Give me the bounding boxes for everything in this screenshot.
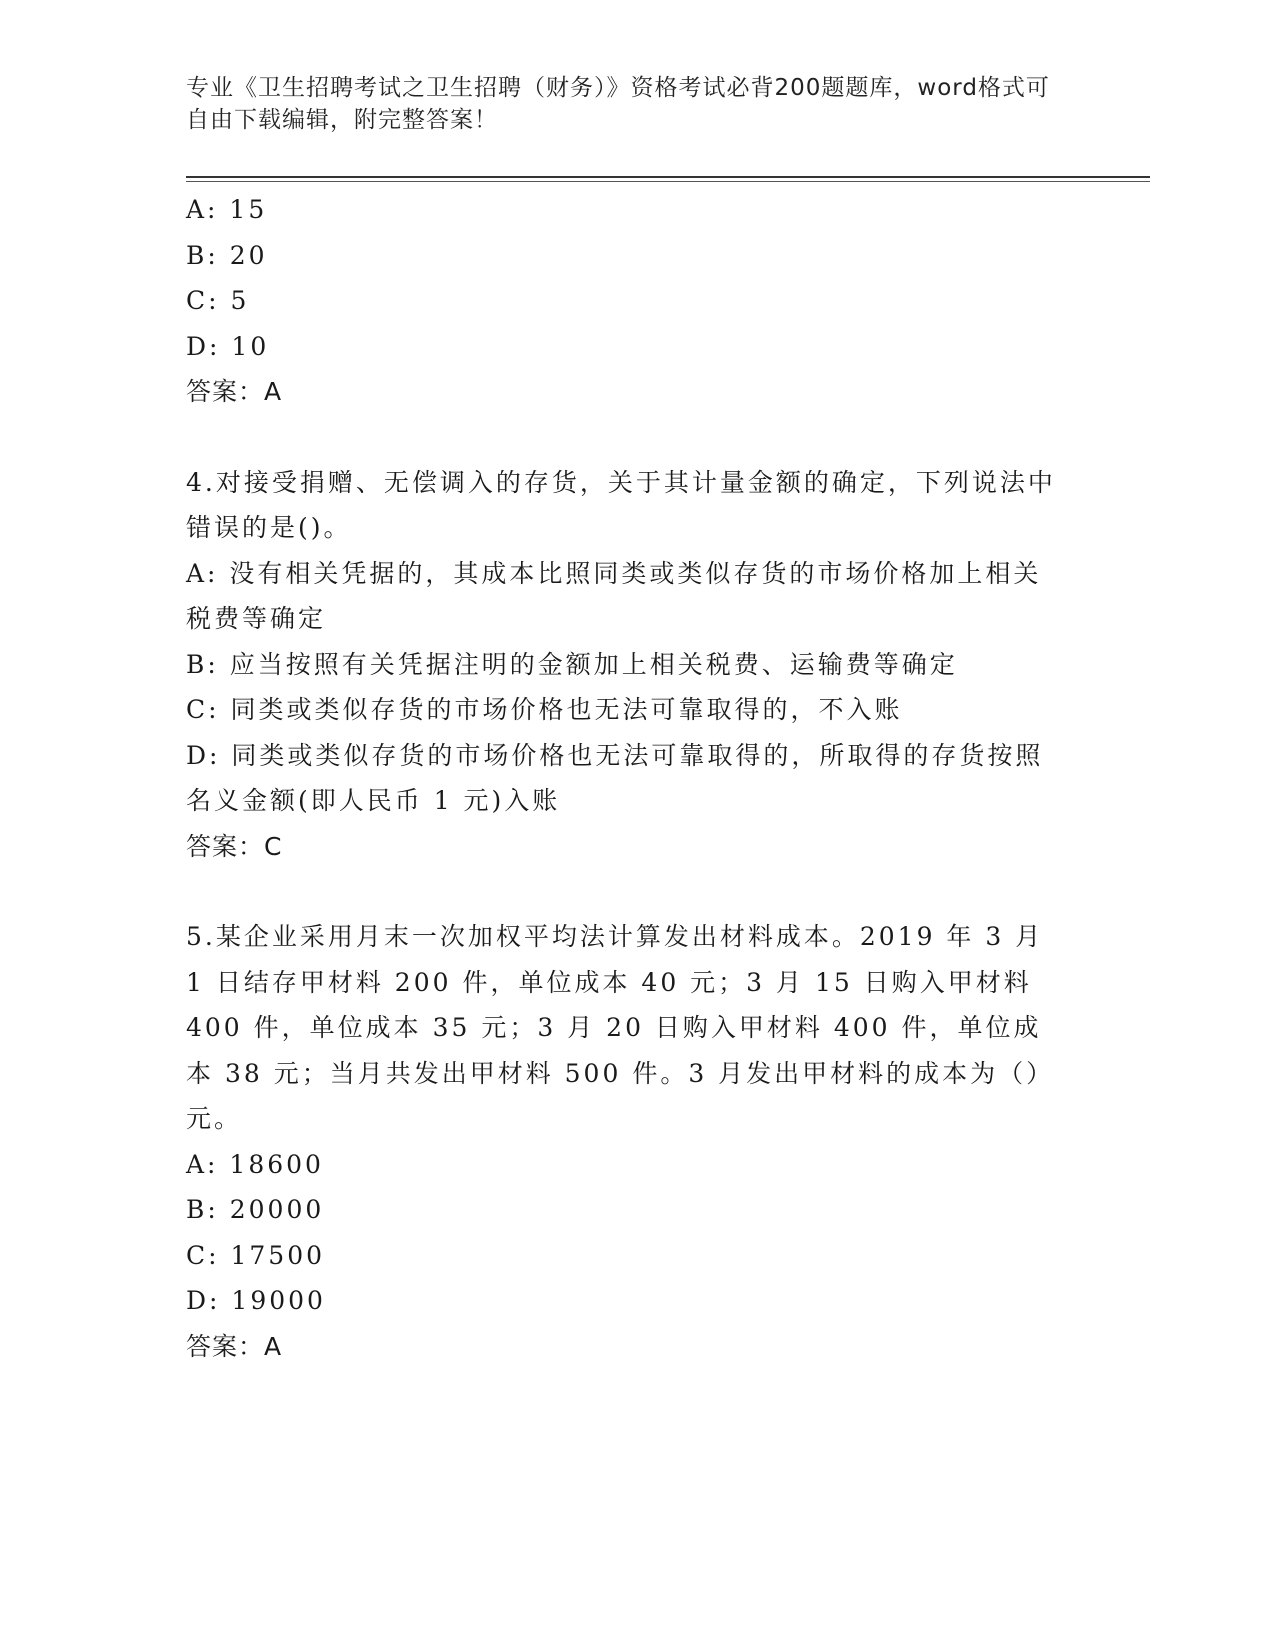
question-text: 4.对接受捐赠、无偿调入的存货，关于其计量金额的确定，下列说法中错误的是()。 [186,467,1056,542]
option-a: A: 没有相关凭据的，其成本比照同类或类似存货的市场价格加上相关税费等确定 [186,558,1042,633]
answer: 答案：C [186,831,283,861]
header-divider-thin [186,181,1150,182]
answer: 答案：A [186,377,283,406]
option-d: D: 19000 [186,1286,326,1315]
answer: 答案：A [186,1331,283,1361]
option-d: D: 10 [186,331,270,361]
document-header [186,72,1066,136]
option-c: C: 同类或类似存货的市场价格也无法可靠取得的，不入账 [186,695,903,724]
option-b: B: 20000 [186,1195,325,1224]
option-b: B: 应当按照有关凭据注明的金额加上相关税费、运输费等确定 [186,649,958,679]
option-b: B: 20 [186,240,268,270]
option-a: A: 18600 [186,1149,324,1179]
option-d: D: 同类或类似存货的市场价格也无法可靠取得的，所取得的存货按照名义金额(即人民币 1 元)入账 [186,740,1044,815]
document-body [186,187,1086,1369]
header-text: 专业《卫生招聘考试之卫生招聘（财务）》资格考试必背200题题库，word格式可自由下载编辑，附完整答案！ [186,75,1050,133]
question-3 [186,187,1086,415]
spacer [186,869,1086,914]
question-text: 5.某企业采用月末一次加权平均法计算发出材料成本。2019 年 3 月 1 日结存甲材料 200 件，单位成本 40 元；3 月 15 日购入甲材料 400 件，单位成本 35 元；3 月 20 日购入甲材料 400 件，单位成本 38 元；当月共发出甲材料 500 件。3 月发出甲材料的成本为（）元。 [186,922,1055,1133]
question-5 [186,914,1086,1369]
option-c: C: 5 [186,286,250,315]
question-4 [186,460,1086,870]
option-c: C: 17500 [186,1240,326,1270]
option-a: A: 15 [186,195,268,224]
header-divider-thick [186,176,1150,178]
spacer [186,415,1086,460]
